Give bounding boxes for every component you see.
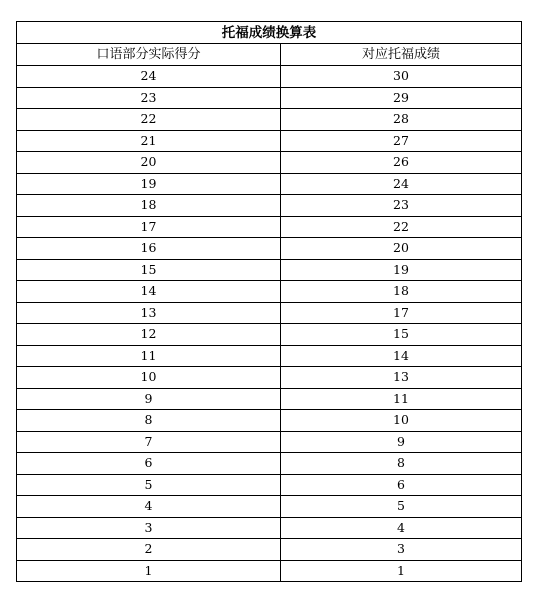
speaking-score-cell: 7 [17, 431, 281, 453]
speaking-score-cell: 11 [17, 345, 281, 367]
table-row [17, 238, 522, 260]
speaking-score-cell: 22 [17, 109, 281, 131]
table-row [17, 324, 522, 346]
toefl-score-cell: 24 [281, 173, 522, 195]
table-row [17, 130, 522, 152]
toefl-score-cell: 10 [281, 410, 522, 432]
toefl-score-cell: 27 [281, 130, 522, 152]
toefl-score-cell: 15 [281, 324, 522, 346]
table-row [17, 281, 522, 303]
speaking-score-cell: 16 [17, 238, 281, 260]
speaking-score-cell: 3 [17, 517, 281, 539]
speaking-score-cell: 20 [17, 152, 281, 174]
toefl-score-cell: 17 [281, 302, 522, 324]
speaking-score-cell: 19 [17, 173, 281, 195]
speaking-score-cell: 8 [17, 410, 281, 432]
speaking-score-cell: 4 [17, 496, 281, 518]
speaking-score-cell: 10 [17, 367, 281, 389]
speaking-score-cell: 5 [17, 474, 281, 496]
speaking-score-cell: 14 [17, 281, 281, 303]
speaking-score-cell: 6 [17, 453, 281, 475]
toefl-score-cell: 23 [281, 195, 522, 217]
table-row [17, 388, 522, 410]
toefl-score-cell: 30 [281, 66, 522, 88]
table-title-row [17, 22, 522, 44]
column-header-toefl-score: 对应托福成绩 [281, 44, 522, 66]
table-row [17, 453, 522, 475]
toefl-score-cell: 5 [281, 496, 522, 518]
score-conversion-table [16, 21, 522, 582]
toefl-score-cell: 14 [281, 345, 522, 367]
toefl-score-cell: 19 [281, 259, 522, 281]
toefl-score-cell: 13 [281, 367, 522, 389]
toefl-score-cell: 8 [281, 453, 522, 475]
table-row [17, 195, 522, 217]
toefl-score-cell: 29 [281, 87, 522, 109]
table-title: 托福成绩换算表 [17, 22, 522, 44]
table-row [17, 410, 522, 432]
table-row [17, 539, 522, 561]
toefl-score-cell: 22 [281, 216, 522, 238]
table-row [17, 87, 522, 109]
table-row [17, 496, 522, 518]
speaking-score-cell: 24 [17, 66, 281, 88]
table-row [17, 173, 522, 195]
speaking-score-cell: 12 [17, 324, 281, 346]
toefl-score-cell: 1 [281, 560, 522, 582]
table-row [17, 302, 522, 324]
table-row [17, 152, 522, 174]
speaking-score-cell: 23 [17, 87, 281, 109]
table-row [17, 66, 522, 88]
speaking-score-cell: 15 [17, 259, 281, 281]
speaking-score-cell: 17 [17, 216, 281, 238]
table-row [17, 345, 522, 367]
table-row [17, 517, 522, 539]
speaking-score-cell: 13 [17, 302, 281, 324]
toefl-score-cell: 11 [281, 388, 522, 410]
table-row [17, 431, 522, 453]
toefl-score-cell: 20 [281, 238, 522, 260]
table-row [17, 367, 522, 389]
speaking-score-cell: 1 [17, 560, 281, 582]
toefl-score-cell: 9 [281, 431, 522, 453]
toefl-score-cell: 4 [281, 517, 522, 539]
table-row [17, 474, 522, 496]
table-row [17, 216, 522, 238]
speaking-score-cell: 21 [17, 130, 281, 152]
toefl-score-cell: 6 [281, 474, 522, 496]
speaking-score-cell: 18 [17, 195, 281, 217]
table-row [17, 109, 522, 131]
table-row [17, 560, 522, 582]
speaking-score-cell: 9 [17, 388, 281, 410]
table-body [17, 66, 522, 582]
toefl-score-cell: 3 [281, 539, 522, 561]
table-header-row [17, 44, 522, 66]
toefl-score-cell: 28 [281, 109, 522, 131]
toefl-score-cell: 18 [281, 281, 522, 303]
toefl-score-cell: 26 [281, 152, 522, 174]
speaking-score-cell: 2 [17, 539, 281, 561]
table-row [17, 259, 522, 281]
column-header-speaking-score: 口语部分实际得分 [17, 44, 281, 66]
